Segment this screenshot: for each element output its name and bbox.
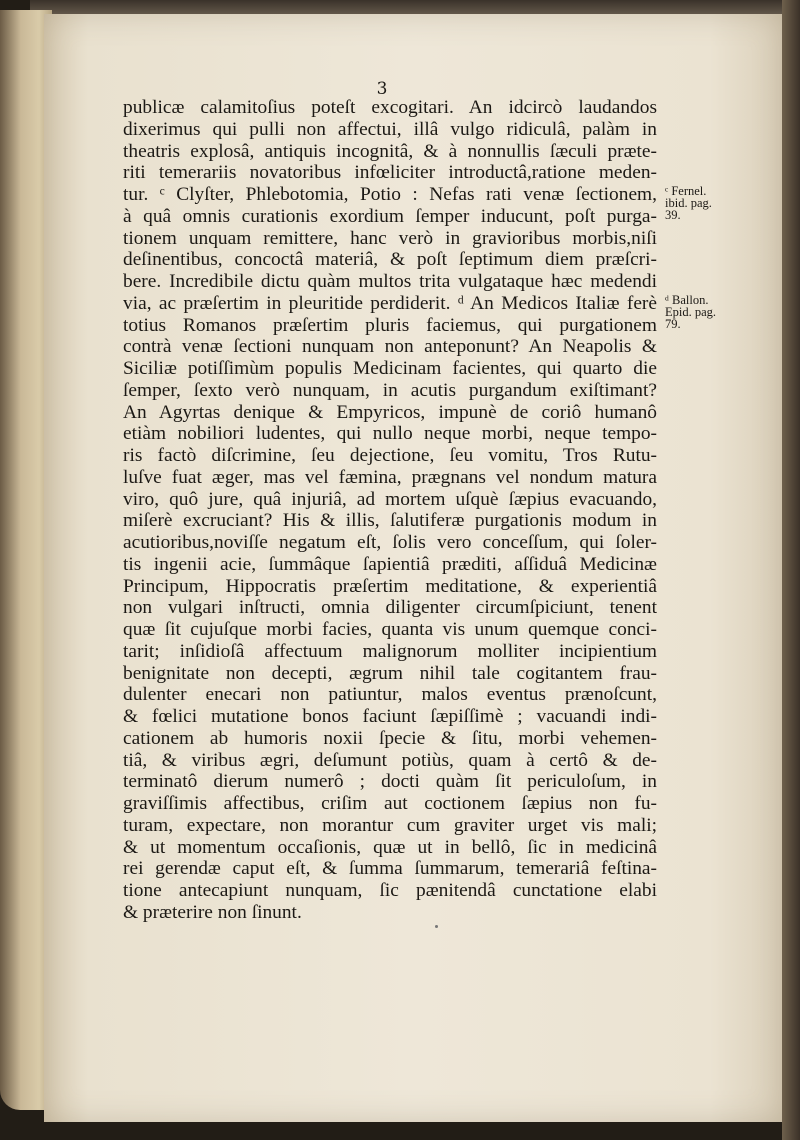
margin-note-line: 79.	[665, 317, 681, 331]
text-line: ſemper, ſexto verò nunquam, in acutis purgandum exiſtimant?	[123, 379, 657, 401]
text-line: publicæ calamitoſius poteſt excogitari. An idcircò laudandos	[123, 97, 657, 118]
margin-note-line: ᵈ Ballon.	[665, 293, 709, 307]
text-line: via, ac præſertim in pleuritide perdiderit. ᵈ An Medicos Italiæ ferè	[123, 292, 657, 314]
margin-note-ballon	[665, 294, 743, 330]
text-line: tione antecapiunt nunquam, ſic pænitendâ cunctatione elabi	[123, 880, 657, 901]
text-line: etiàm nobiliori ludentes, qui nullo neque morbi, neque tempo-	[123, 423, 657, 445]
text-line: theatris explosâ, antiquis incognitâ, & à nonnullis ſæculi præte-	[123, 140, 657, 162]
text-line: dixerimus qui pulli non affectui, illâ vulgo ridiculâ, palàm in	[123, 118, 657, 140]
text-line: dulenter enecari non patiuntur, malos eventus prænoſcunt,	[123, 684, 657, 706]
text-line: & ut momentum occaſionis, quæ ut in bellô, ſic in medicinâ	[123, 836, 657, 858]
text-line: deſinentibus, concoctâ materiâ, & poſt ſeptimum diem præſcri-	[123, 249, 657, 271]
text-line: & præterire non ſinunt.	[123, 901, 302, 923]
text-line: riti temerariis novatoribus infœliciter introductâ,ratione meden-	[123, 162, 657, 184]
page-number: 3	[376, 79, 388, 99]
margin-note-line: 39.	[665, 208, 681, 222]
text-line: bere. Incredibile dictu quàm multos trita vulgataque hæc medendi	[123, 271, 657, 292]
text-line: acutioribus,noviſſe negatum eſt, ſolis vero conceſſum, qui ſoler-	[123, 532, 657, 553]
text-line: quæ ſit cujuſque morbi facies, quanta vis unum quemque conci-	[123, 619, 657, 640]
text-line: cationem ab humoris noxii ſpecie & ſitu, morbi vehemen-	[123, 727, 657, 749]
margin-note-fernel	[665, 185, 743, 221]
text-line: rei gerendæ caput eſt, & ſumma ſummarum, temerariâ feſtina-	[123, 858, 657, 880]
book-right-edge	[782, 0, 800, 1140]
margin-note-line: Epid. pag.	[665, 305, 717, 319]
text-line: à quâ omnis curationis exordium ſemper inducunt, poſt purga-	[123, 205, 657, 227]
text-line: contrà venæ ſectioni nunquam non anteponunt? An Neapolis &	[123, 336, 657, 358]
text-line: luſve fuat æger, mas vel fæmina, prægnans vel nondum matura	[123, 466, 657, 488]
text-line: turam, expectare, non morantur cum graviter urget vis mali;	[123, 814, 657, 836]
text-line: totius Romanos præſertim pluris faciemus, qui purgationem	[123, 314, 657, 336]
text-line: miſerè excruciant? His & illis, ſalutiferæ purgationis modum in	[123, 510, 657, 532]
text-line: non vulgari inſtructi, omnia diligenter circumſpiciunt, tenent	[123, 597, 657, 619]
text-line: ris factò diſcrimine, ſeu dejectione, ſeu vomitu, Tros Rutu-	[123, 445, 657, 466]
margin-note-line: ᶜ Fernel.	[665, 184, 707, 198]
margin-note-line: ibid. pag.	[665, 196, 712, 210]
text-line: viro, quô jure, quâ injuriâ, ad mortem uſquè ſæpius evacuando,	[123, 488, 657, 510]
text-line: An Agyrtas denique & Empyricos, impunè de coriô humanô	[123, 401, 657, 423]
text-line: Siciliæ potiſſimùm populis Medicinam facientes, qui quarto die	[123, 358, 657, 379]
text-line: & fœlici mutatione bonos faciunt ſæpiſſimè ; vacuandi indi-	[123, 706, 657, 727]
text-line: tiâ, & viribus ægri, deſumunt potiùs, quam à certô & de-	[123, 749, 657, 771]
text-line: graviſſimis affectibus, criſim aut coctionem ſæpius non fu-	[123, 793, 657, 814]
text-line: benignitate non decepti, ægrum nihil tale cogitantem frau-	[123, 662, 657, 684]
text-line: tionem unquam remittere, hanc verò in gravioribus morbis,niſi	[123, 227, 657, 249]
paper-speck	[435, 925, 438, 928]
text-line: tis ingenii acie, ſummâque ſapientiâ præditi, aſſiduâ Medicinæ	[123, 553, 657, 575]
text-line: terminatô dierum numerô ; docti quàm ſit periculoſum, in	[123, 771, 657, 793]
body-text-block	[123, 97, 657, 924]
text-line: tarit; inſidioſâ affectuum malignorum molliter incipientium	[123, 640, 657, 662]
text-line: tur. ᶜ Clyſter, Phlebotomia, Potio : Nefas rati venæ ſectionem,	[123, 184, 657, 205]
text-line: Principum, Hippocratis præſertim meditatione, & experientiâ	[123, 575, 657, 597]
